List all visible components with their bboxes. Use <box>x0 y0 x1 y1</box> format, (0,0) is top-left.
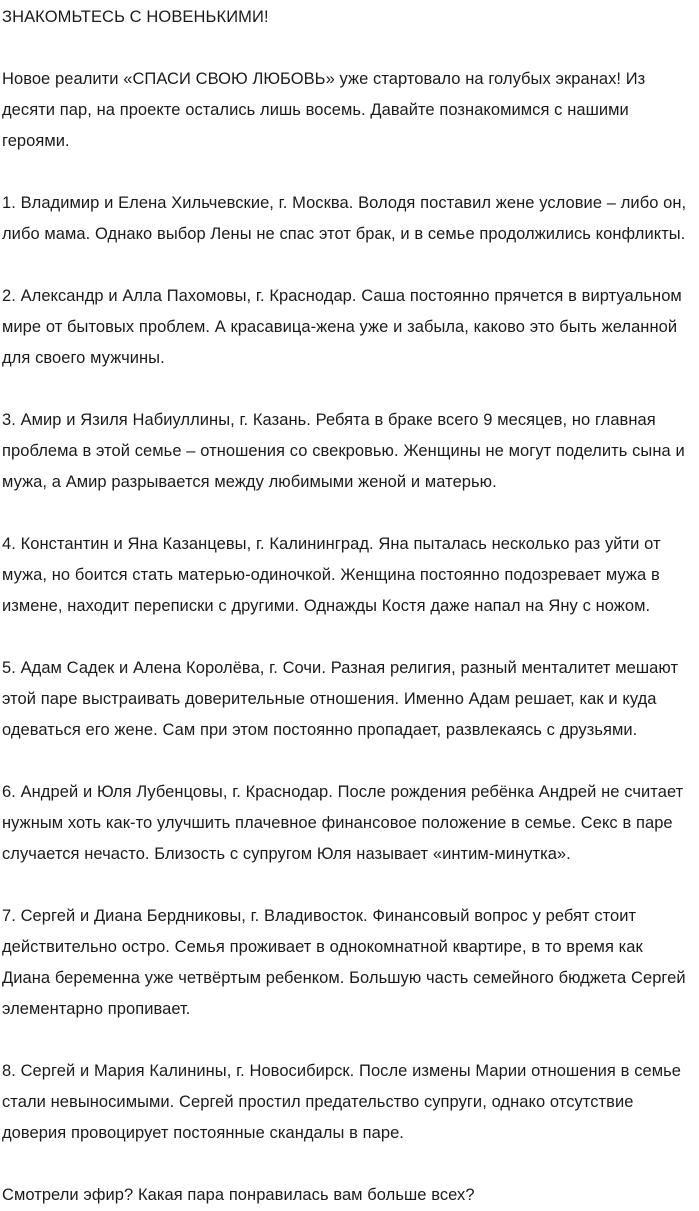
page-title: ЗНАКОМЬТЕСЬ С НОВЕНЬКИМИ! <box>2 8 269 26</box>
couple-paragraph-2: 2. Александр и Алла Пахомовы, г. Краснодар. Саша постоянно прячется в виртуальном мире от бытовых проблем. А красавица-жена уже и забыла, каково это быть желанной для своего мужчины. <box>2 287 682 367</box>
couple-paragraph-7: 7. Сергей и Диана Бердниковы, г. Владивосток. Финансовый вопрос у ребят стоит действительно остро. Семья проживает в однокомнатной квартире, в то время как Диана беременна уже четвёртым ребенком. Большую часть семейного бюджета Сергей элементарно пропивает. <box>2 907 686 1018</box>
title-spacer <box>2 33 693 64</box>
intro-paragraph: Новое реалити «СПАСИ СВОЮ ЛЮБОВЬ» уже стартовало на голубых экранах! Из десяти пар, на проекте остались лишь восемь. Давайте познакомимся с нашими героями. <box>2 70 646 150</box>
closing-question: Смотрели эфир? Какая пара понравилась вам больше всех? <box>2 1186 475 1204</box>
couple-paragraph-5: 5. Адам Садек и Алена Королёва, г. Сочи. Разная религия, разный менталитет мешают этой паре выстраивать доверительные отношения. Именно Адам решает, как и куда одеваться его жене. Сам при этом постоянно пропадает, развлекаясь с друзьями. <box>2 659 679 739</box>
couple-paragraph-3: 3. Амир и Язиля Набиуллины, г. Казань. Ребята в браке всего 9 месяцев, но главная проблема в этой семье – отношения со свекровью. Женщины не могут поделить сына и мужа, а Амир разрывается между любимыми женой и матерью. <box>2 411 685 491</box>
couple-paragraph-1: 1. Владимир и Елена Хильчевские, г. Москва. Володя поставил жене условие – либо он, либо мама. Однако выбор Лены не спас этот брак, и в семье продолжились конфликты. <box>2 194 687 243</box>
couple-paragraph-8: 8. Сергей и Мария Калинины, г. Новосибирск. После измены Марии отношения в семье стали невыносимыми. Сергей простил предательство супруги, однако отсутствие доверия провоцирует постоянные скандалы в паре. <box>2 1062 681 1142</box>
couple-paragraph-6: 6. Андрей и Юля Лубенцовы, г. Краснодар. После рождения ребёнка Андрей не считает нужным хоть как-то улучшить плачевное финансовое положение в семье. Секс в паре случается нечасто. Близость с супругом Юля называет «интим-минутка». <box>2 783 684 863</box>
couple-paragraph-4: 4. Константин и Яна Казанцевы, г. Калининград. Яна пыталась несколько раз уйти от мужа, но боится стать матерью-одиночкой. Женщина постоянно подозревает мужа в измене, находит переписки с другими. Однажды Костя даже напал на Яну с ножом. <box>2 535 661 615</box>
